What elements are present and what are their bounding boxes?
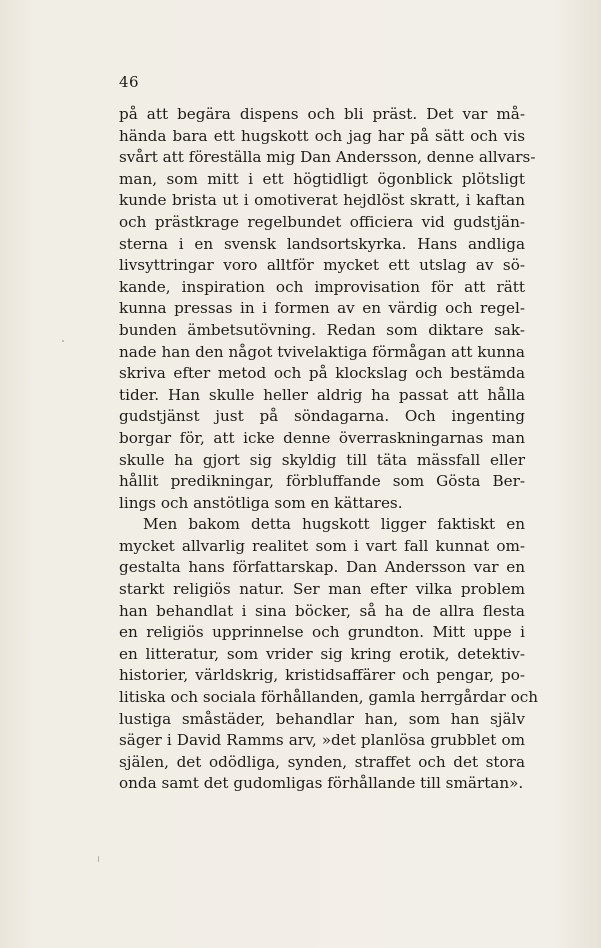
text-line: mycket allvarlig realitet som i vart fall kunnat om- bbox=[119, 536, 525, 555]
page-number: 46 bbox=[119, 73, 140, 91]
text-line: onda samt det gudomligas förhållande till smärtan». bbox=[119, 774, 524, 793]
text-line: nade han den något tvivelaktiga förmågan att kunna bbox=[119, 342, 525, 361]
text-line: han behandlat i sina böcker, så ha de allra flesta bbox=[119, 601, 525, 620]
text-line: skulle ha gjort sig skyldig till täta mässfall eller bbox=[119, 450, 525, 469]
text-line: på att begära dispens och bli präst. Det var må- bbox=[119, 105, 525, 123]
text-line: själen, det odödliga, synden, straffet och det stora bbox=[119, 752, 525, 771]
text-line: borgar för, att icke denne överraskningarnas man bbox=[119, 428, 525, 447]
paper-mark bbox=[98, 856, 99, 862]
text-line: litiska och sociala förhållanden, gamla herrgårdar och bbox=[119, 688, 539, 707]
text-line: kande, inspiration och improvisation för att rätt bbox=[119, 277, 525, 296]
text-line: lings och anstötliga som en kättares. bbox=[119, 493, 403, 512]
text-line: gudstjänst just på söndagarna. Och ingenting bbox=[119, 407, 525, 426]
body-text bbox=[119, 104, 539, 795]
text-line: kunde brista ut i omotiverat hejdlöst skratt, i kaftan bbox=[119, 191, 525, 210]
text-line: livsyttringar voro alltför mycket ett utslag av sö- bbox=[119, 256, 525, 275]
text-line: gestalta hans författarskap. Dan Andersson var en bbox=[119, 558, 525, 577]
text-line: kunna pressas in i formen av en värdig och regel- bbox=[119, 299, 525, 318]
paper-speck bbox=[62, 340, 64, 342]
text-line: en religiös upprinnelse och grundton. Mitt uppe i bbox=[119, 623, 525, 642]
text-line: svårt att föreställa mig Dan Andersson, denne allvars- bbox=[119, 148, 536, 167]
text-line: lustiga småstäder, behandlar han, som han själv bbox=[119, 709, 525, 728]
text-line: tider. Han skulle heller aldrig ha passat att hålla bbox=[119, 385, 525, 404]
text-line: hända bara ett hugskott och jag har på sätt och vis bbox=[119, 126, 525, 145]
text-line: och prästkrage regelbundet officiera vid gudstjän- bbox=[119, 212, 525, 231]
text-line: säger i David Ramms arv, »det planlösa grubblet om bbox=[119, 731, 525, 750]
text-line: en litteratur, som vrider sig kring erotik, detektiv- bbox=[119, 644, 525, 663]
text-line: hållit predikningar, förbluffande som Gösta Ber- bbox=[119, 472, 525, 491]
text-line: historier, världskrig, kristidsaffärer och pengar, po- bbox=[119, 666, 525, 685]
text-line: starkt religiös natur. Ser man efter vilka problem bbox=[119, 580, 525, 599]
text-line: bunden ämbetsutövning. Redan som diktare sak- bbox=[119, 320, 525, 339]
text-line: skriva efter metod och på klockslag och bestämda bbox=[119, 364, 525, 383]
text-line: sterna i en svensk landsortskyrka. Hans andliga bbox=[119, 234, 525, 253]
text-line: man, som mitt i ett högtidligt ögonblick plötsligt bbox=[119, 169, 525, 188]
text-line: Men bakom detta hugskott ligger faktiskt en bbox=[143, 515, 525, 534]
